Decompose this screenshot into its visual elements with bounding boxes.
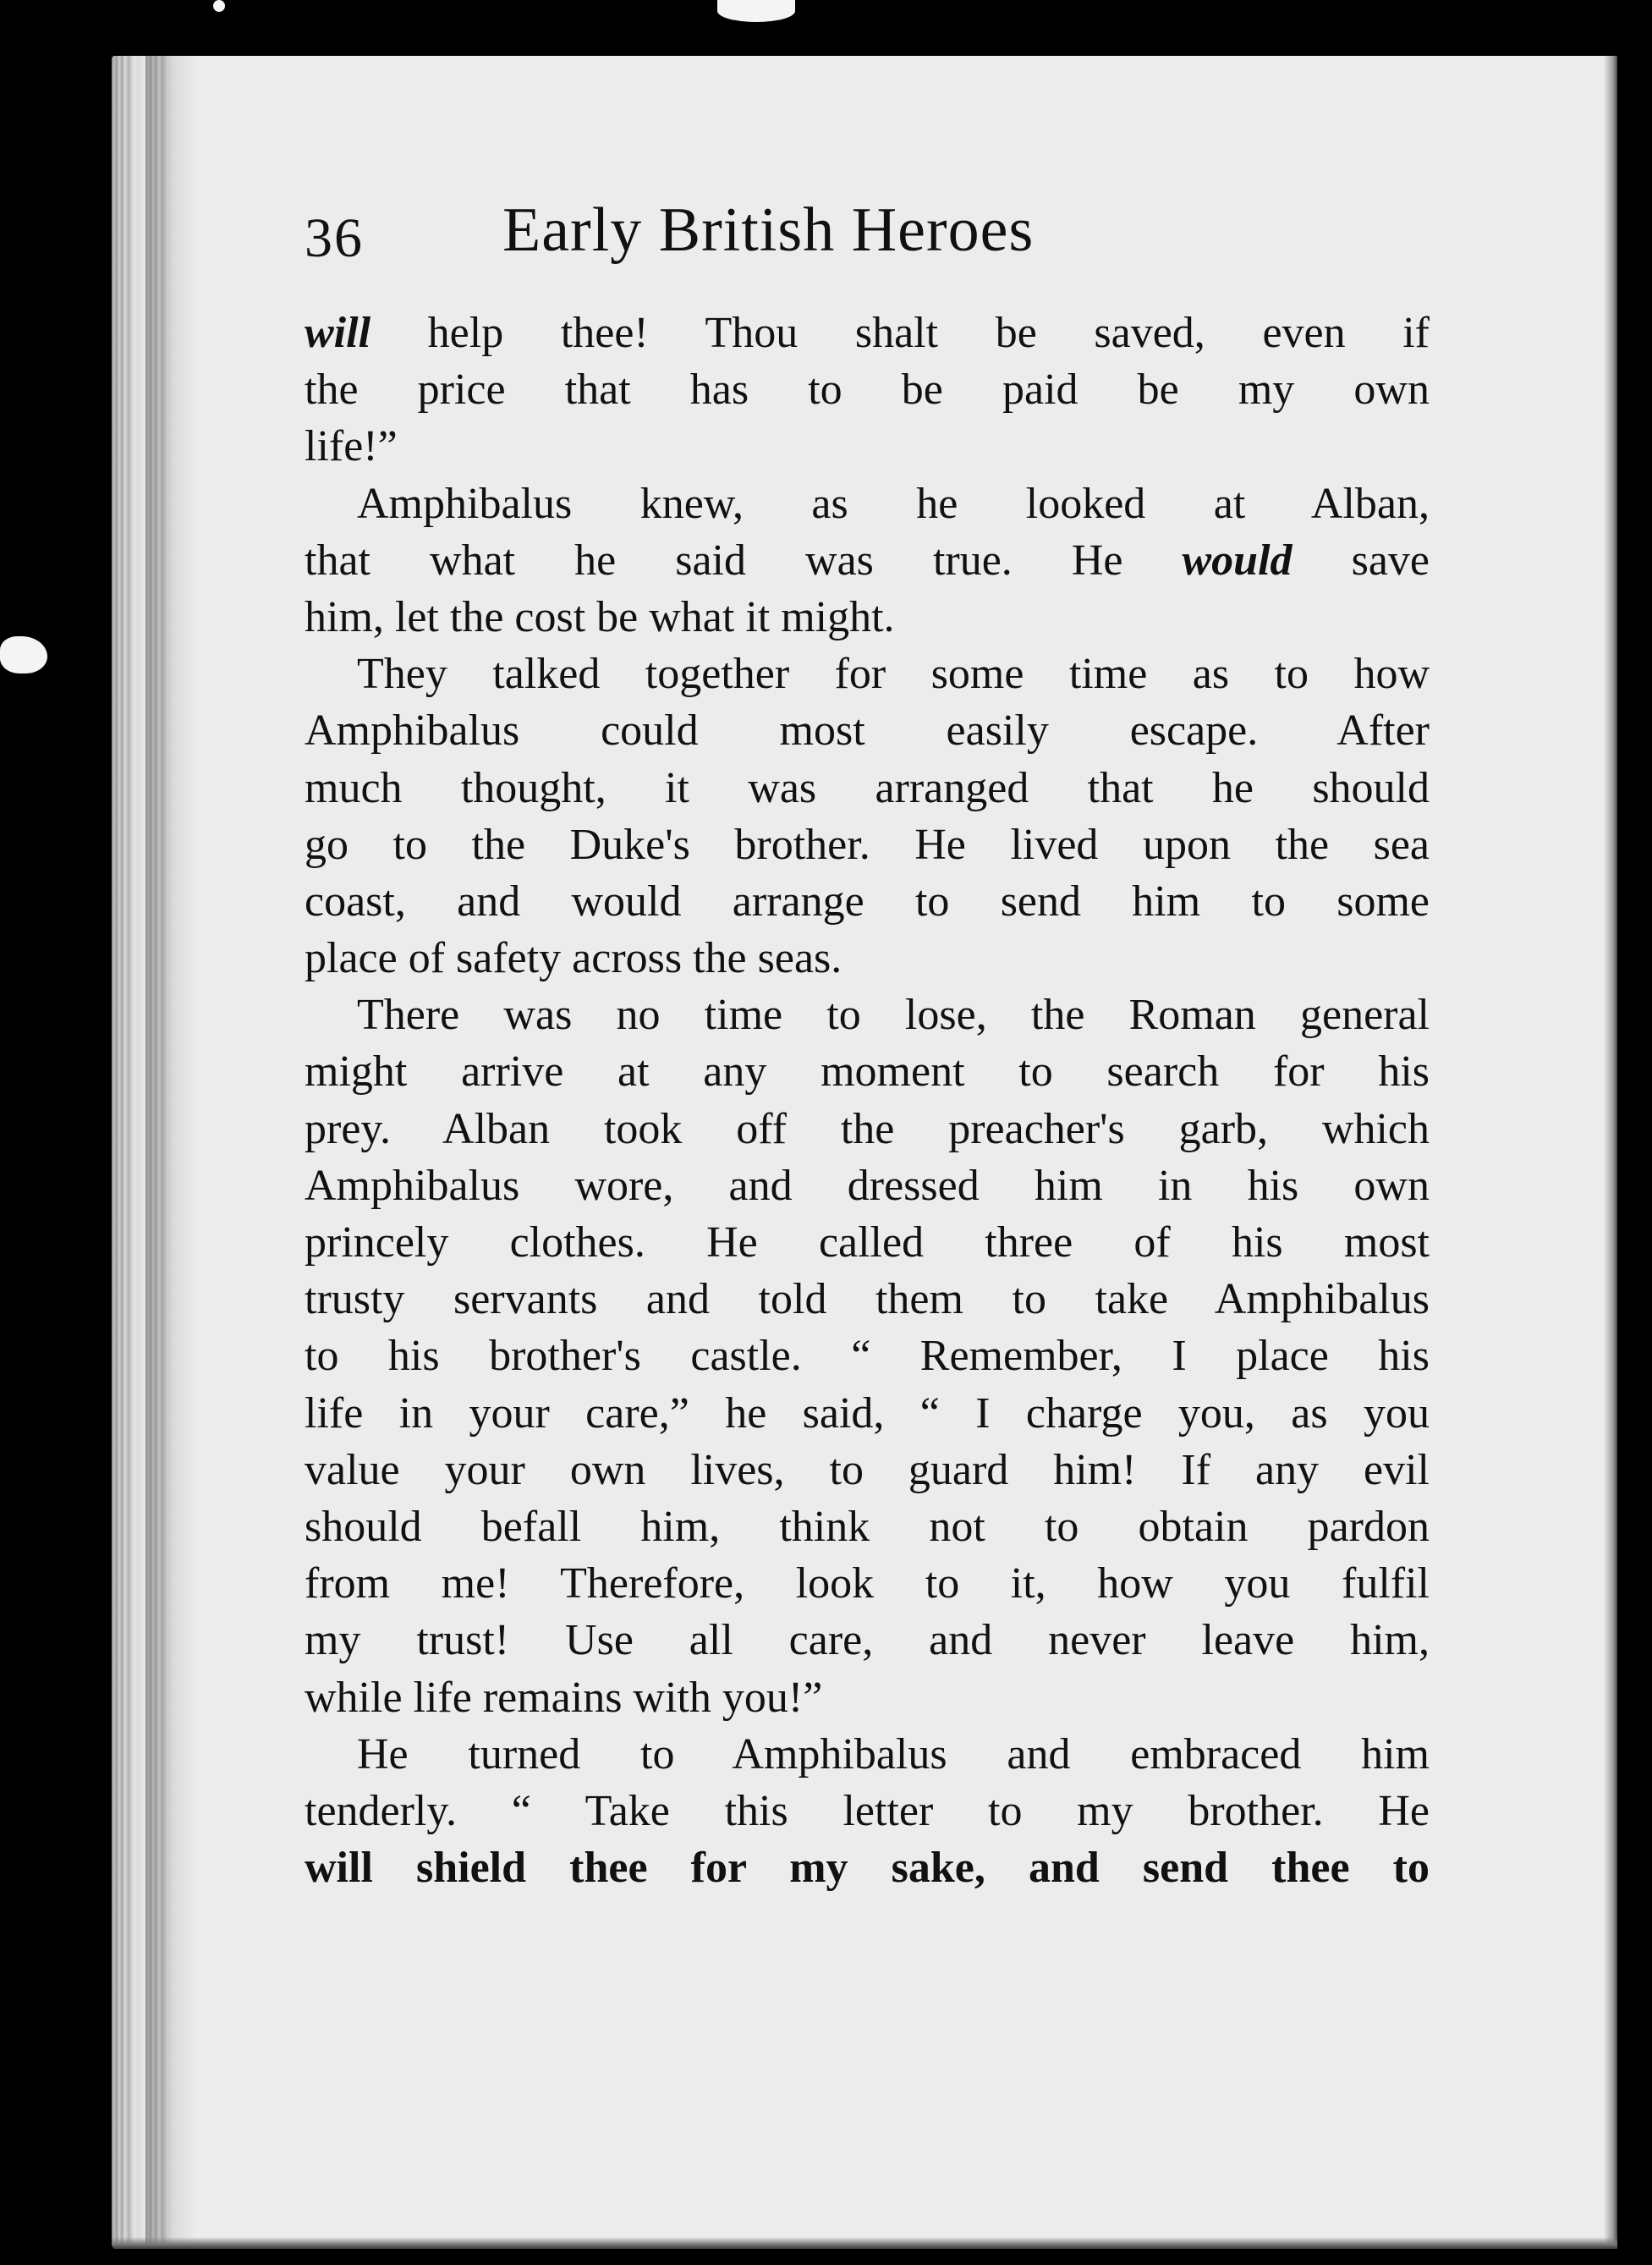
text-line [305,532,1430,589]
body-text [305,305,1430,1896]
text-line: should befall him, think not to obtain pardon [305,1502,1430,1551]
text-line: from me! Therefore, look to it, how you fulfil [305,1559,1430,1608]
text-line: He turned to Amphibalus and embraced him [357,1729,1430,1778]
scan-speck [0,636,47,673]
text-line: will shield thee for my sake, and send thee to [305,1844,1430,1893]
scan-speck [213,0,225,12]
emphasis: will [305,309,371,357]
text-line: value your own lives, to guard him! If any evil [305,1445,1430,1494]
text-line: my trust! Use all care, and never leave him, [305,1616,1430,1665]
text-line: life!” [305,422,398,471]
text-line: to his brother's castle. “ Remember, I place his [305,1332,1430,1381]
text-line: tenderly. “ Take this letter to my brother. He [305,1786,1430,1835]
binding-shadow [145,56,196,2249]
page-bottom-edge [112,2237,1617,2249]
text-line: while life remains with you!” [305,1673,823,1722]
text-line: go to the Duke's brother. He lived upon the sea [305,820,1430,869]
text-span: that what he said was true. He [305,536,1183,585]
page-right-edge [1604,56,1617,2249]
text-line: Amphibalus knew, as he looked at Alban, [357,479,1430,528]
text-line: might arrive at any moment to search for his [305,1047,1430,1097]
text-line: much thought, it was arranged that he should [305,763,1430,812]
text-span: help thee! Thou shalt be saved, even if [370,309,1430,357]
text-line: life in your care,” he said, “ I charge you, as you [305,1388,1430,1438]
page-number: 36 [305,207,364,269]
running-head [305,195,1294,288]
text-line: Amphibalus wore, and dressed him in his own [305,1161,1430,1210]
text-line: trusty servants and told them to take Amphibalus [305,1275,1430,1324]
text-line: They talked together for some time as to how [357,650,1430,699]
text-line: There was no time to lose, the Roman general [357,991,1430,1040]
text-line: place of safety across the seas. [305,934,842,983]
text-line [305,305,1430,361]
text-line: princely clothes. He called three of his most [305,1218,1430,1267]
text-line: Amphibalus could most easily escape. After [305,706,1430,756]
text-line: him, let the cost be what it might. [305,592,895,641]
running-title: Early British Heroes [502,195,1035,265]
text-line: prey. Alban took off the preacher's garb, which [305,1104,1430,1153]
text-span: save [1292,536,1430,585]
scan-speck [717,0,795,22]
text-line: the price that has to be paid be my own [305,366,1430,415]
emphasis: would [1182,536,1293,585]
text-line: coast, and would arrange to send him to some [305,877,1430,926]
